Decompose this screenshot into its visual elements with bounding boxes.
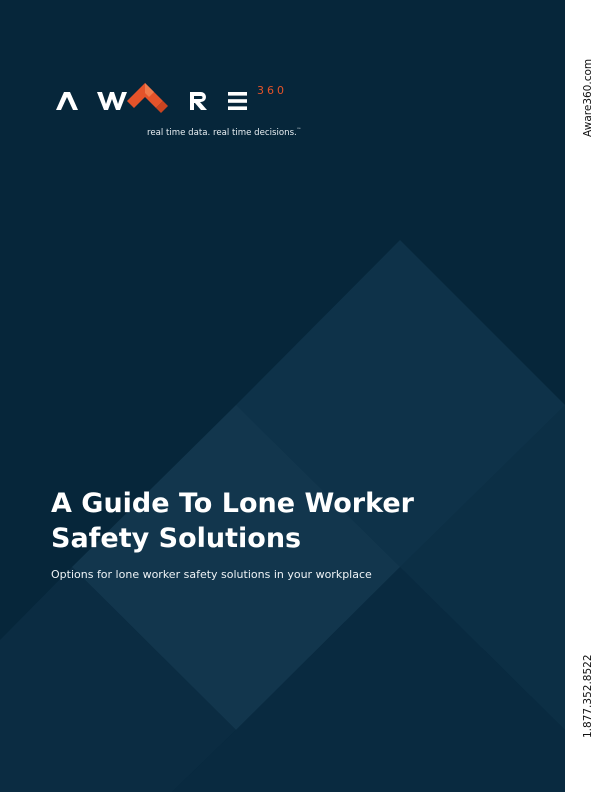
page-title (51, 486, 471, 556)
phone-number[interactable]: 1.877.352.8522 (582, 654, 594, 738)
aware360-logo (50, 72, 310, 152)
logo-wordmark (50, 72, 260, 122)
page-subtitle: Options for lone worker safety solutions in your workplace (51, 568, 372, 581)
title-line-2: Safety Solutions (51, 523, 302, 554)
logo-360: 360 (257, 84, 287, 97)
tagline-text: real time data. real time decisions. (147, 128, 297, 138)
website-link[interactable]: Aware360.com (582, 58, 594, 137)
title-line-1: A Guide To Lone Worker (51, 488, 414, 519)
trademark-symbol: ™ (296, 128, 302, 134)
logo-tagline (147, 128, 301, 138)
